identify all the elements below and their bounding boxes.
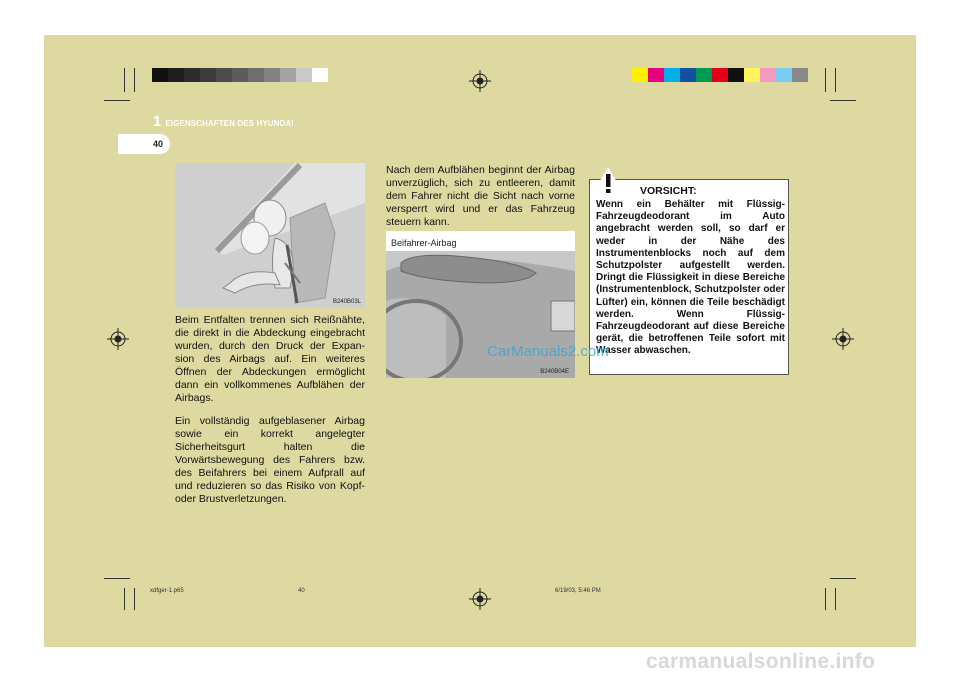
driver-airbag-illustration (175, 163, 365, 308)
calibration-swatch (312, 68, 328, 82)
footer-file-name: xdfger-1.p65 (150, 588, 184, 594)
figure-code: B240B04E (540, 369, 569, 375)
calibration-swatch (168, 68, 184, 82)
calibration-swatch (184, 68, 200, 82)
calibration-swatch (744, 68, 760, 82)
chapter-title: EIGENSCHAFTEN DES HYUNDAI (165, 119, 294, 128)
crop-mark (104, 578, 130, 579)
registration-mark-icon (107, 328, 129, 350)
calibration-swatch (248, 68, 264, 82)
calibration-swatch (792, 68, 808, 82)
paragraph: Beim Entfalten trennen sich Reißnähte, die direkt in die Abdeckung eingebracht wurden, durch den Druck der Expan-sion des Airbags auf. Ein weiteres Öffnen der Abdeckungen ermöglicht dann ein vollkommenes Aufblähen der Airbags. (175, 314, 365, 404)
calibration-swatch (200, 68, 216, 82)
calibration-swatch (632, 68, 648, 82)
calibration-swatch (728, 68, 744, 82)
crop-mark (124, 68, 125, 92)
crop-mark (104, 100, 130, 101)
crop-mark (825, 588, 826, 610)
footer-timestamp: 6/19/03, 5:46 PM (555, 588, 601, 594)
chapter-header (153, 113, 294, 130)
calibration-swatch (296, 68, 312, 82)
caution-title: VORSICHT: (640, 185, 697, 197)
warning-triangle-icon (590, 167, 626, 197)
chapter-number: 1 (153, 113, 162, 130)
left-text-column (175, 314, 365, 516)
crop-mark (134, 588, 135, 610)
crop-mark (134, 68, 135, 92)
calibration-swatch (648, 68, 664, 82)
caution-text: Wenn ein Behälter mit Flüssig-Fahrzeugdeodorant im Auto angebracht werden soll, so darf er weder in der Nähe des Instrumentenblocks noch auf dem Schutzpolster aufgestellt werden. Dringt die Flüssigkeit in diese Bereiche (Instrumentenblock, Schutzpolster oder Lüfter) ein, können die Teile beschädigt werden. Wenn Flüssig-Fahrzeugdeodorant auf diese Bereiche gerät, die betroffenen Teile sofort mit Wasser abwaschen. (596, 199, 785, 357)
figure-caption: Beifahrer-Airbag (391, 238, 457, 248)
driver-airbag-drawing (175, 163, 365, 308)
calibration-swatch (264, 68, 280, 82)
registration-mark-icon (469, 588, 491, 610)
footer-page-ref: 40 (298, 588, 305, 594)
crop-mark (124, 588, 125, 610)
calibration-swatch (696, 68, 712, 82)
grayscale-calibration-bar (152, 68, 328, 82)
crop-mark (830, 578, 856, 579)
paragraph: Ein vollständig aufgeblasener Airbag sowie ein korrekt angelegter Sicherheitsgurt halten die Vorwärtsbewegung des Fahrers bzw. des Beifahrers bei einem Aufprall auf und reduzieren so das Risiko von Kopf- oder Brustverletzungen. (175, 415, 365, 505)
figure-code: B240B03L (332, 299, 361, 305)
calibration-swatch (152, 68, 168, 82)
calibration-swatch (712, 68, 728, 82)
calibration-swatch (680, 68, 696, 82)
calibration-swatch (664, 68, 680, 82)
crop-mark (835, 588, 836, 610)
registration-mark-icon (832, 328, 854, 350)
paragraph: Nach dem Aufblähen beginnt der Airbag unverzüglich, sich zu entleeren, damit dem Fahrer nicht die Sicht nach vorne versperrt wird und er das Fahrzeug steuern kann. (386, 164, 575, 228)
calibration-swatch (776, 68, 792, 82)
crop-mark (835, 68, 836, 92)
registration-mark-icon (469, 70, 491, 92)
page-number: 40 (153, 139, 164, 149)
color-calibration-bar (632, 68, 808, 82)
caution-box (589, 179, 789, 375)
calibration-swatch (216, 68, 232, 82)
site-brand: carmanualsonline.info (646, 650, 876, 673)
calibration-swatch (280, 68, 296, 82)
crop-mark (830, 100, 856, 101)
crop-mark (825, 68, 826, 92)
calibration-swatch (232, 68, 248, 82)
calibration-swatch (760, 68, 776, 82)
watermark: CarManuals2.com (487, 343, 609, 360)
middle-text-column (386, 164, 575, 239)
